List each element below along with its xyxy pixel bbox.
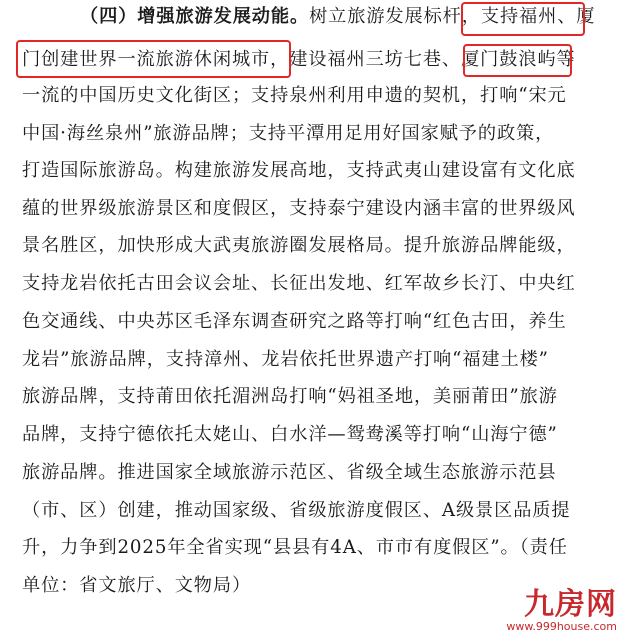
line-2-tail: 等: [556, 49, 576, 70]
paragraph-line-9: 色交通线、中央苏区毛泽东调查研究之路等打响“红色古田，养生: [22, 311, 567, 332]
paragraph-line-13: 旅游品牌。推进国家全域旅游示范区、省级全域生态旅游示范县: [22, 462, 557, 483]
paragraph-line-7: 景名胜区，加快形成大武夷旅游圈发展格局。提升旅游品牌能级，: [22, 235, 576, 256]
paragraph-line-14: （市、区）创建，推动国家级、省级旅游度假区、A级景区品质提: [22, 500, 571, 521]
section-heading: （四）增强旅游发展动能。: [80, 6, 310, 27]
watermark-logo: 九房网: [524, 587, 617, 622]
paragraph-line-5: 打造国际旅游岛。构建旅游发展高地，支持武夷山建设富有文化底: [22, 160, 576, 181]
paragraph-line-16: 单位：省文旅厅、文物局）: [22, 575, 252, 596]
paragraph-line-11: 旅游品牌，支持莆田依托湄洲岛打响“妈祖圣地，美丽莆田”旅游: [22, 386, 558, 407]
highlight-gulangyu: 厦门鼓浪屿: [461, 49, 557, 70]
line-2-text: ，建设福州三坊七巷、: [270, 49, 462, 70]
paragraph-line-1: [80, 0, 625, 34]
paragraph-line-3: 一流的中国历史文化街区；支持泉州利用申遗的契机，打响“宋元: [22, 85, 567, 106]
site-watermark: [506, 589, 617, 633]
paragraph-line-15: 升，力争到2025年全省实现“县县有4A、市市有度假区”。（责任: [22, 537, 568, 558]
paragraph-line-6: 蕴的世界级旅游景区和度假区，支持泰宁建设内涵丰富的世界级风: [22, 198, 576, 219]
paragraph-line-12: 品牌，支持宁德依托太姥山、白水洋—鸳鸯溪等打响“山海宁德”: [22, 424, 558, 445]
paragraph-line-10: 龙岩”旅游品牌，支持漳州、龙岩依托世界遗产打响“福建土楼”: [22, 349, 549, 370]
highlight-fuzhou-xiamen: 支持福州、厦: [480, 6, 596, 27]
paragraph-line-2: [22, 43, 625, 77]
line-1-text: 树立旅游发展标杆，: [309, 6, 481, 27]
highlight-world-class-city: 门创建世界一流旅游休闲城市: [22, 49, 271, 70]
paragraph-line-8: 支持龙岩依托古田会议会址、长征出发地、红军故乡长汀、中央红: [22, 273, 576, 294]
paragraph-line-4: 中国·海丝泉州”旅游品牌；支持平潭用足用好国家赋予的政策，: [22, 123, 555, 144]
watermark-url: www.999house.com: [506, 620, 617, 633]
